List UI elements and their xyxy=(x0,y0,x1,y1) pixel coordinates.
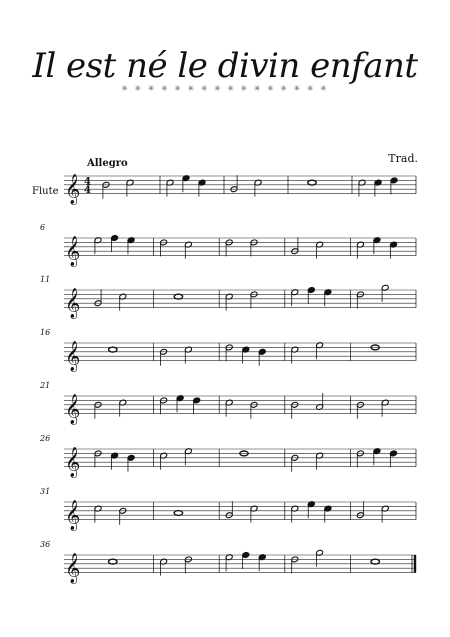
treble-clef: 𝄞 xyxy=(65,553,81,584)
whole-note xyxy=(174,294,182,299)
treble-clef: 𝄞 xyxy=(65,394,81,425)
whole-note xyxy=(109,347,117,352)
title-ornament: ✳ ✳ ✳ ✳ ✳ ✳ ✳ ✳ ✳ ✳ ✳ ✳ ✳ ✳ ✳ ✳ xyxy=(121,84,329,93)
bar-number: 31 xyxy=(40,487,51,496)
treble-clef: 𝄞 xyxy=(65,447,81,478)
bar-number: 16 xyxy=(40,328,51,337)
composer-credit: Trad. xyxy=(388,152,418,165)
whole-note xyxy=(308,180,316,185)
bar-number: 26 xyxy=(40,434,51,443)
treble-clef: 𝄞 xyxy=(65,236,81,267)
bar-number: 21 xyxy=(40,381,51,390)
treble-clef: 𝄞 xyxy=(65,341,81,372)
time-signature-bottom: 4 xyxy=(84,185,91,197)
treble-clef: 𝄞 xyxy=(65,174,81,205)
whole-note xyxy=(109,559,117,564)
whole-note xyxy=(174,511,182,516)
treble-clef: 𝄞 xyxy=(65,500,81,531)
bar-number: 36 xyxy=(40,540,51,549)
tempo-marking: Allegro xyxy=(87,158,128,169)
bar-number: 6 xyxy=(40,223,46,232)
piece-title: Il est né le divin enfant xyxy=(32,46,418,86)
bar-number: 11 xyxy=(40,275,51,284)
instrument-name: Flute xyxy=(32,186,59,197)
time-signature-top: 4 xyxy=(84,176,91,188)
whole-note xyxy=(371,559,379,564)
treble-clef: 𝄞 xyxy=(65,288,81,319)
